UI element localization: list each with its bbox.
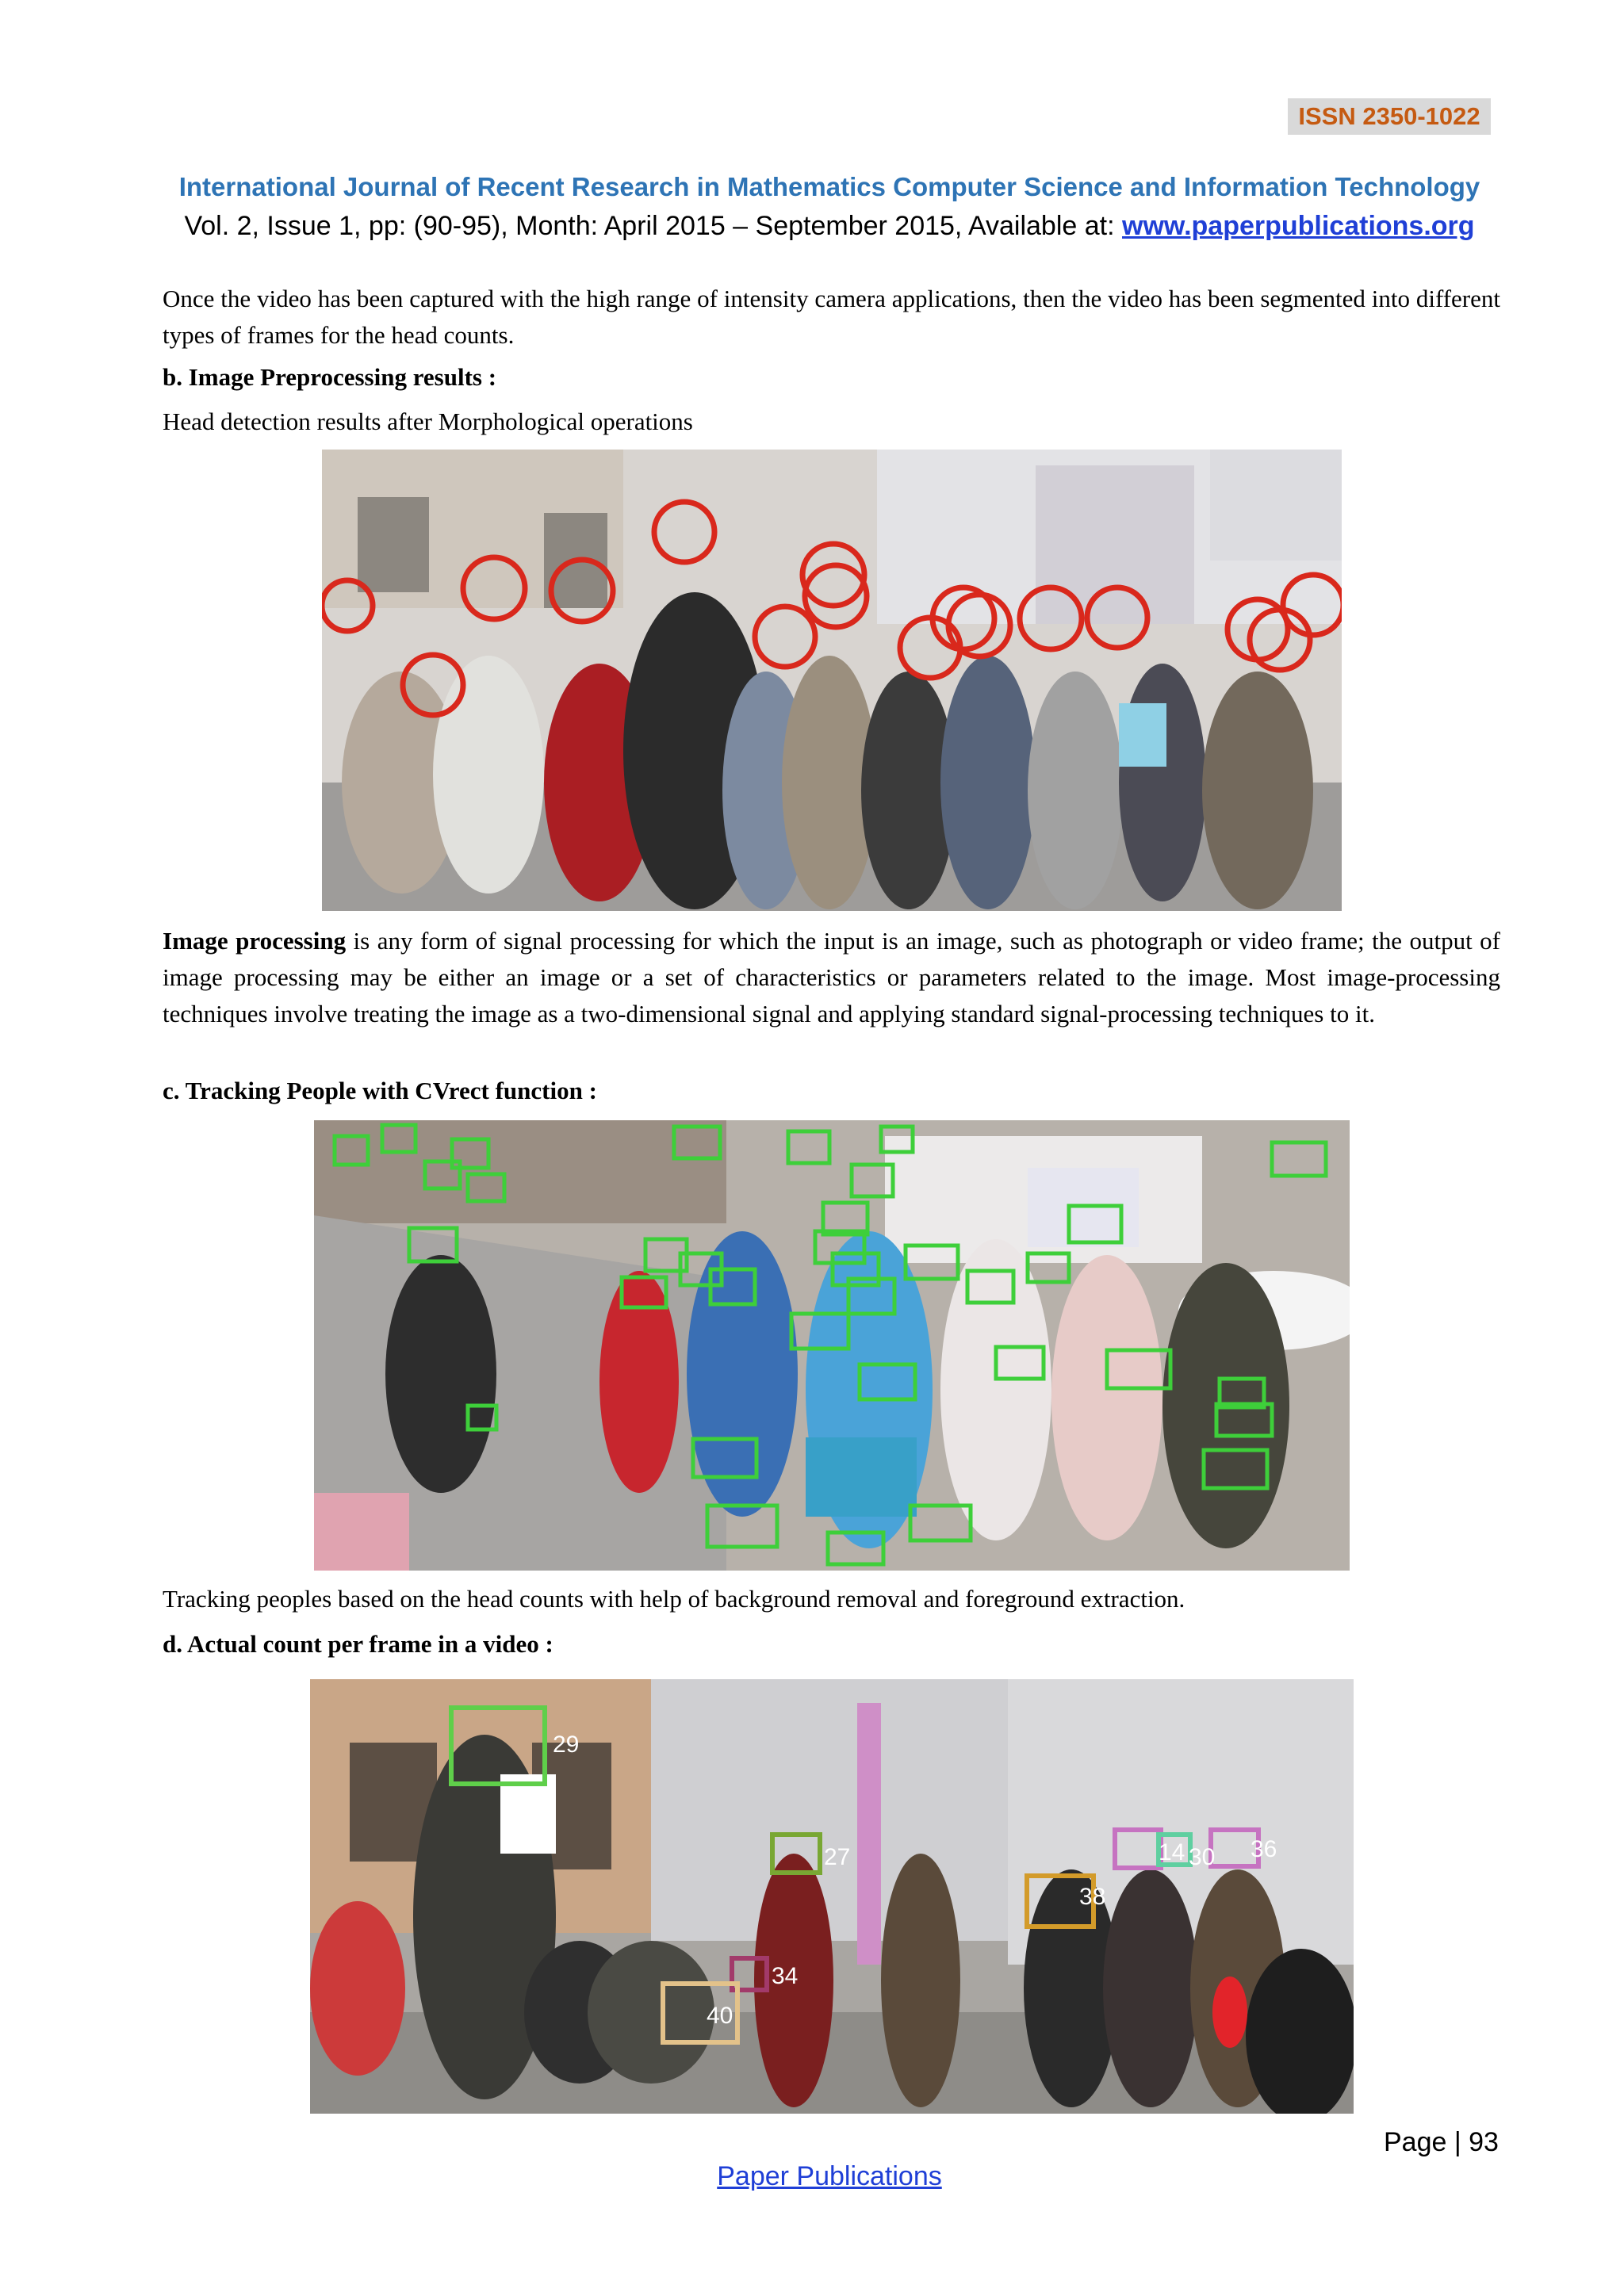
intro-paragraph: Once the video has been captured with the high range of intensity camera applications, then the video has been segmented into different types of frames for the head counts.: [163, 285, 1500, 349]
section-d-heading: d. Actual count per frame in a video :: [163, 1630, 553, 1658]
image-processing-text: is any form of signal processing for which the input is an image, such as photograph or video frame; the output of image processing may be either an image or a set of characteristics or parameters related to the image. Most image-processing techniques involve treating the image as a two-dimensional signal and applying standard signal-processing techniques to it.: [163, 927, 1501, 1027]
journal-title: International Journal of Recent Research in Mathematics Computer Science and Information Technology: [178, 172, 1480, 201]
issn-badge: ISSN 2350-1022: [1288, 98, 1491, 135]
count-label-34: 34: [772, 1963, 799, 1989]
count-label-29: 29: [553, 1732, 580, 1758]
section-c-heading: c. Tracking People with CVrect function :: [163, 1077, 597, 1104]
section-b-heading: b. Image Preprocessing results :: [163, 363, 497, 391]
head-detection-image: [322, 450, 1342, 911]
page-number: Page | 93: [1384, 2127, 1499, 2157]
publisher-footer-link[interactable]: Paper Publications: [717, 2161, 942, 2191]
volume-text: Vol. 2, Issue 1, pp: (90-95), Month: April 2015 – September 2015, Available at:: [184, 211, 1122, 241]
count-label-14: 14: [1159, 1839, 1185, 1866]
tracking-figure: [314, 1120, 1350, 1571]
count-label-40: 40: [707, 2003, 733, 2029]
journal-url-link[interactable]: www.paperpublications.org: [1122, 211, 1475, 241]
section-b-caption: Head detection results after Morphological operations: [163, 408, 693, 435]
volume-line: [0, 211, 1624, 242]
count-label-30: 30: [1189, 1844, 1216, 1870]
count-image: [310, 1679, 1354, 2114]
tracking-image: [314, 1120, 1350, 1571]
image-processing-term: Image processing: [163, 927, 347, 955]
count-label-27: 27: [824, 1844, 851, 1870]
count-label-38: 38: [1079, 1884, 1106, 1910]
count-figure: [310, 1679, 1354, 2114]
count-label-36: 36: [1251, 1836, 1277, 1862]
head-detection-figure: [322, 450, 1342, 911]
section-c-caption: Tracking peoples based on the head counts with help of background removal and foreground extraction.: [163, 1585, 1185, 1613]
image-processing-paragraph: [163, 923, 1500, 1032]
